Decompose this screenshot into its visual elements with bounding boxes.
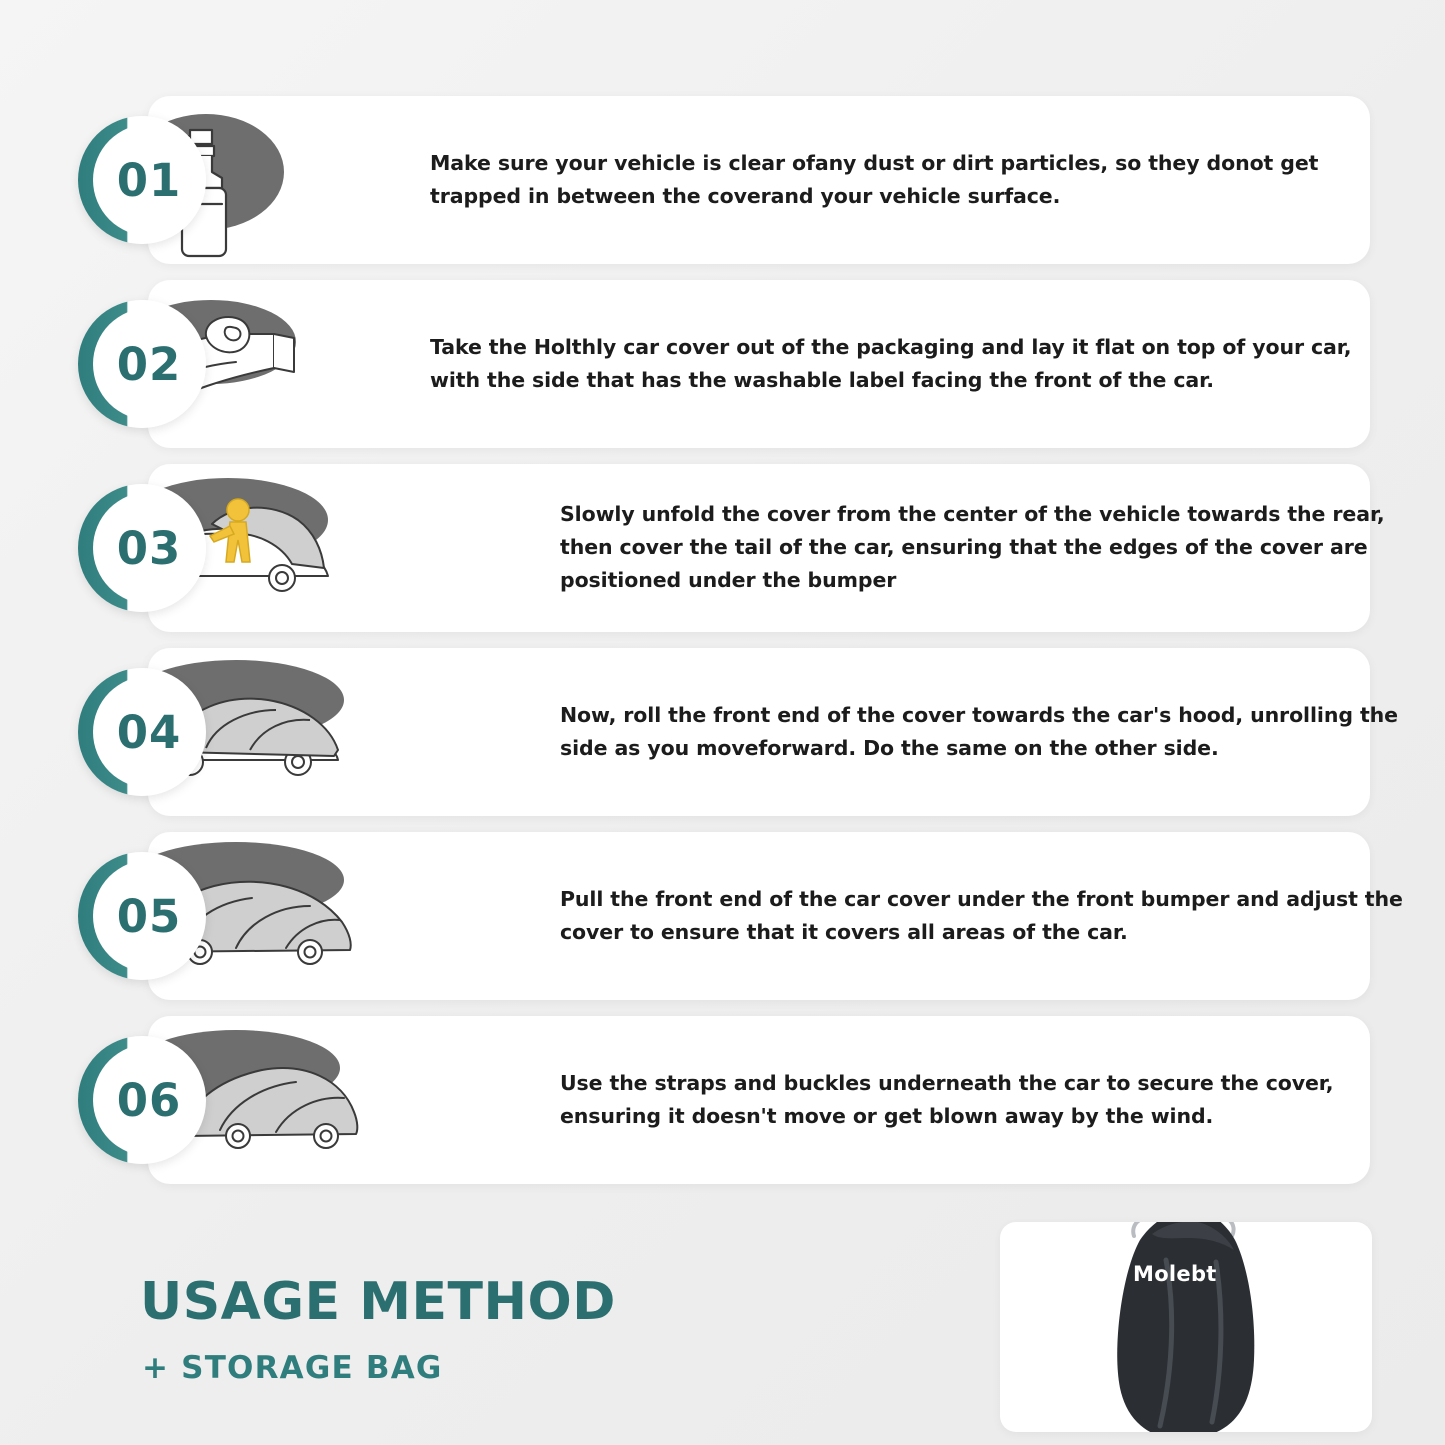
step-item	[0, 96, 1445, 264]
footer-title: USAGE METHOD	[140, 1272, 616, 1332]
step-text: Pull the front end of the car cover under the front bumper and adjust the cover to ensure that it covers all areas of the car.	[560, 886, 1403, 944]
footer-subtitle: + STORAGE BAG	[142, 1350, 443, 1386]
step-number: 04	[116, 705, 182, 759]
storage-bag-icon	[1056, 1222, 1316, 1432]
step-text: Take the Holthly car cover out of the packaging and lay it flat on top of your car, with the side that has the washable label facing the front of the car.	[430, 334, 1352, 392]
step-item	[0, 832, 1445, 1000]
step-badge-inner	[93, 308, 205, 420]
step-badge-inner	[93, 492, 205, 604]
step-item	[0, 648, 1445, 816]
step-text: Slowly unfold the cover from the center of the vehicle towards the rear, then cover the tail of the car, ensuring that the edges of the cover are positioned under the bumper	[560, 502, 1385, 593]
step-item	[0, 280, 1445, 448]
step-text: Now, roll the front end of the cover towards the car's hood, unrolling the side as you moveforward. Do the same on the other side.	[560, 702, 1398, 760]
bag-brand-label: Molebt	[1133, 1262, 1217, 1286]
step-badge-inner	[93, 1044, 205, 1156]
step-number: 01	[116, 153, 182, 207]
steps-list	[0, 96, 1445, 1200]
step-text: Make sure your vehicle is clear ofany dust or dirt particles, so they donot get trapped in between the coverand your vehicle surface.	[430, 150, 1319, 208]
step-badge	[78, 300, 206, 428]
step-item	[0, 464, 1445, 632]
step-badge	[78, 116, 206, 244]
step-badge-inner	[93, 124, 205, 236]
step-number: 02	[116, 337, 182, 391]
step-number: 03	[116, 521, 182, 575]
step-text: Use the straps and buckles underneath the car to secure the cover, ensuring it doesn't move or get blown away by the wind.	[560, 1070, 1334, 1128]
step-item	[0, 1016, 1445, 1184]
step-badge	[78, 668, 206, 796]
step-number: 06	[116, 1073, 182, 1127]
step-badge-inner	[93, 860, 205, 972]
step-number: 05	[116, 889, 182, 943]
step-badge	[78, 1036, 206, 1164]
storage-bag-card	[1000, 1222, 1372, 1432]
step-badge	[78, 484, 206, 612]
step-badge	[78, 852, 206, 980]
step-badge-inner	[93, 676, 205, 788]
